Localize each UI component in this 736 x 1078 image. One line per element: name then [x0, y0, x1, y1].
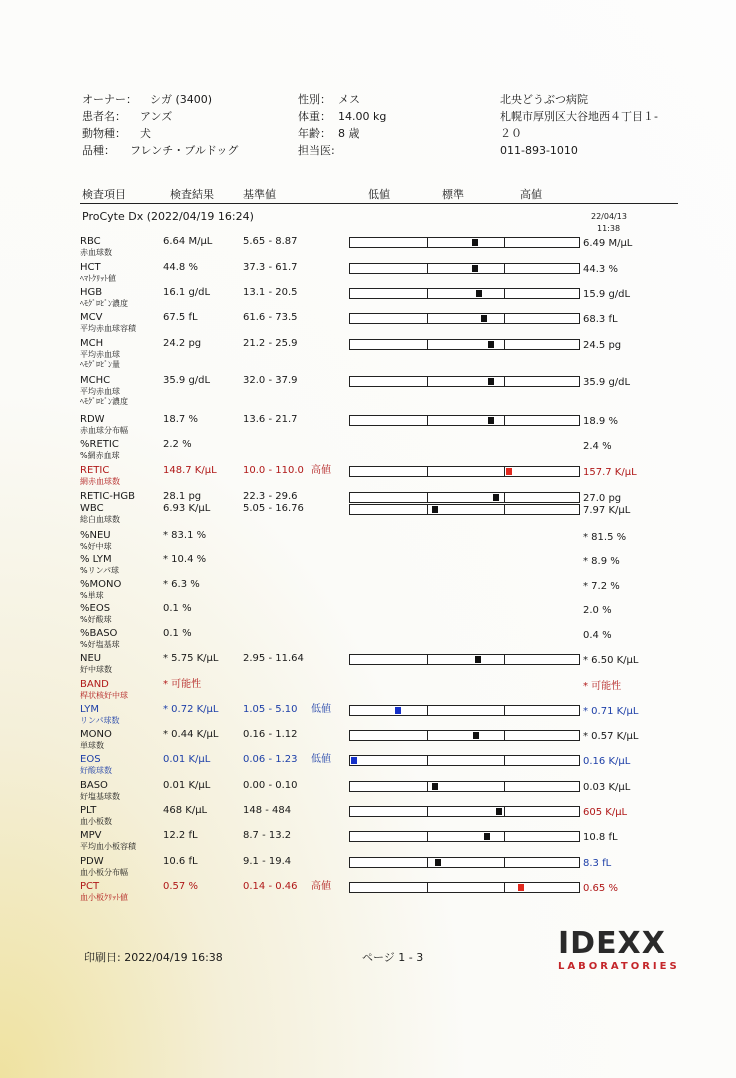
- range-divider: [427, 492, 428, 503]
- reference-range: 0.00 - 0.10: [243, 780, 298, 791]
- test-result: 67.5 fL: [163, 312, 198, 323]
- previous-result: 157.7 K/µL: [583, 467, 637, 478]
- reference-range: 0.14 - 0.46: [243, 881, 298, 892]
- test-code: WBC: [80, 503, 104, 514]
- test-result: 28.1 pg: [163, 491, 202, 502]
- abnormal-flag: 低値: [311, 754, 331, 765]
- range-divider: [427, 263, 428, 274]
- breed-value: フレンチ・ブルドッグ: [130, 144, 239, 157]
- test-result: 44.8 %: [163, 262, 198, 273]
- test-result: * 83.1 %: [163, 530, 207, 541]
- test-name-jp: 好酸球数: [80, 766, 112, 775]
- test-code: MCH: [80, 338, 104, 349]
- reference-range: 32.0 - 37.9: [243, 375, 298, 386]
- test-code: MPV: [80, 830, 102, 841]
- test-code: HCT: [80, 262, 101, 273]
- test-name-jp: 平均赤血球容積: [80, 324, 136, 333]
- test-name-jp: 好中球数: [80, 665, 112, 674]
- range-divider: [427, 415, 428, 426]
- range-divider: [427, 237, 428, 248]
- range-divider: [427, 654, 428, 665]
- range-bar: [349, 781, 580, 792]
- range-divider: [504, 755, 505, 766]
- owner-value: シガ (3400): [150, 93, 213, 106]
- range-bar: [349, 492, 580, 503]
- result-marker: [472, 265, 478, 272]
- range-divider: [427, 857, 428, 868]
- column-result: 検査結果: [170, 188, 214, 201]
- result-marker: [488, 417, 494, 424]
- print-date: 印刷日: 2022/04/19 16:38: [84, 951, 223, 964]
- page-number: ページ 1 - 3: [362, 951, 424, 964]
- range-bar: [349, 313, 580, 324]
- reference-range: 21.2 - 25.9: [243, 338, 298, 349]
- range-divider: [427, 313, 428, 324]
- result-marker: [476, 290, 482, 297]
- test-code: RBC: [80, 236, 101, 247]
- test-name-jp: %好塩基球: [80, 640, 120, 649]
- clinic-phone: 011-893-1010: [500, 144, 578, 157]
- test-name-jp: 単球数: [80, 741, 104, 750]
- sex-value: メス: [338, 93, 360, 106]
- range-divider: [504, 831, 505, 842]
- reference-range: 8.7 - 13.2: [243, 830, 292, 841]
- test-code: BAND: [80, 679, 109, 690]
- range-divider: [504, 492, 505, 503]
- previous-result: 10.8 fL: [583, 832, 618, 843]
- patient-value: アンズ: [140, 110, 173, 123]
- test-code: LYM: [80, 704, 99, 715]
- range-bar: [349, 806, 580, 817]
- reference-range: 5.65 - 8.87: [243, 236, 298, 247]
- test-name-jp: ﾍﾓｸﾞﾛﾋﾞﾝ濃度: [80, 299, 128, 308]
- range-divider: [427, 339, 428, 350]
- test-code: MCHC: [80, 375, 111, 386]
- reference-range: 148 - 484: [243, 805, 292, 816]
- patient-label: 患者名：: [82, 110, 126, 123]
- clinic-address-line1: 札幌市厚別区大谷地西４丁目１-: [500, 110, 658, 123]
- test-result: 12.2 fL: [163, 830, 198, 841]
- range-divider: [504, 263, 505, 274]
- previous-result: * 可能性: [583, 681, 622, 692]
- test-name-jp: 好塩基球数: [80, 792, 120, 801]
- test-code: PLT: [80, 805, 97, 816]
- test-result: * 0.72 K/µL: [163, 704, 219, 715]
- test-code: %EOS: [80, 603, 111, 614]
- test-result: 2.2 %: [163, 439, 192, 450]
- result-marker: [432, 506, 438, 513]
- species-label: 動物種：: [82, 127, 126, 140]
- column-reference: 基準値: [243, 188, 276, 201]
- previous-result: 27.0 pg: [583, 493, 622, 504]
- range-divider: [427, 781, 428, 792]
- range-divider: [504, 781, 505, 792]
- previous-result: 6.49 M/µL: [583, 238, 633, 249]
- species-value: 犬: [140, 127, 151, 140]
- age-label: 年齢：: [298, 127, 331, 140]
- test-name-jp: 血小板数: [80, 817, 112, 826]
- result-marker: [488, 378, 494, 385]
- result-marker: [473, 732, 479, 739]
- weight-label: 体重：: [298, 110, 331, 123]
- abnormal-flag: 高値: [311, 881, 331, 892]
- range-bar: [349, 755, 580, 766]
- logo-word: IDEXX: [558, 926, 666, 961]
- test-name-jp: リンパ球数: [80, 716, 120, 725]
- result-marker: [493, 494, 499, 501]
- clinic-address-line2: ２０: [500, 127, 522, 140]
- test-code: RDW: [80, 414, 105, 425]
- range-bar: [349, 857, 580, 868]
- range-divider: [504, 288, 505, 299]
- result-marker: [481, 315, 487, 322]
- previous-result: 0.4 %: [583, 630, 612, 641]
- test-name-jp: 平均赤血球 ﾍﾓｸﾞﾛﾋﾞﾝ量: [80, 350, 120, 369]
- previous-result: 0.03 K/µL: [583, 782, 631, 793]
- test-name-jp: 血小板ｸﾘｯﾄ値: [80, 893, 128, 902]
- previous-result: 15.9 g/dL: [583, 289, 631, 300]
- sex-label: 性別：: [298, 93, 331, 106]
- reference-range: 13.6 - 21.7: [243, 414, 298, 425]
- previous-time: 11:38: [597, 224, 621, 233]
- range-divider: [504, 376, 505, 387]
- column-normal: 標準: [442, 188, 464, 201]
- test-name-jp: 平均血小板容積: [80, 842, 136, 851]
- result-marker: [432, 783, 438, 790]
- test-result: * 5.75 K/µL: [163, 653, 219, 664]
- reference-range: 5.05 - 16.76: [243, 503, 304, 514]
- range-divider: [504, 654, 505, 665]
- range-bar: [349, 237, 580, 248]
- range-divider: [427, 705, 428, 716]
- range-divider: [504, 313, 505, 324]
- test-name-jp: 赤血球分布幅: [80, 426, 128, 435]
- range-divider: [427, 806, 428, 817]
- test-result: 6.93 K/µL: [163, 503, 211, 514]
- weight-value: 14.00 kg: [338, 110, 387, 123]
- test-code: %NEU: [80, 530, 111, 541]
- test-code: MONO: [80, 729, 112, 740]
- previous-result: 8.3 fL: [583, 858, 612, 869]
- range-bar: [349, 466, 580, 477]
- range-bar: [349, 415, 580, 426]
- clinic-name: 北央どうぶつ病院: [500, 93, 588, 106]
- range-divider: [427, 288, 428, 299]
- range-divider: [504, 504, 505, 515]
- test-name-jp: ﾍﾏﾄｸﾘｯﾄ値: [80, 274, 116, 283]
- test-code: %BASO: [80, 628, 118, 639]
- test-result: 0.01 K/µL: [163, 754, 211, 765]
- test-result: 468 K/µL: [163, 805, 208, 816]
- range-divider: [427, 831, 428, 842]
- previous-result: 68.3 fL: [583, 314, 618, 325]
- range-divider: [427, 755, 428, 766]
- range-divider: [427, 504, 428, 515]
- reference-range: 1.05 - 5.10: [243, 704, 298, 715]
- test-code: PCT: [80, 881, 100, 892]
- result-marker: [506, 468, 512, 475]
- previous-result: 44.3 %: [583, 264, 618, 275]
- column-item: 検査項目: [82, 188, 126, 201]
- previous-result: 35.9 g/dL: [583, 377, 631, 388]
- owner-label: オーナー：: [82, 93, 137, 106]
- test-code: RETIC-HGB: [80, 491, 136, 502]
- test-result: 148.7 K/µL: [163, 465, 217, 476]
- range-divider: [504, 705, 505, 716]
- previous-result: 7.97 K/µL: [583, 505, 631, 516]
- test-result: 18.7 %: [163, 414, 198, 425]
- result-marker: [496, 808, 502, 815]
- result-marker: [484, 833, 490, 840]
- result-marker: [395, 707, 401, 714]
- abnormal-flag: 高値: [311, 465, 331, 476]
- result-marker: [475, 656, 481, 663]
- previous-date: 22/04/13: [591, 212, 627, 221]
- range-bar: [349, 263, 580, 274]
- range-divider: [427, 730, 428, 741]
- range-bar: [349, 339, 580, 350]
- result-marker: [351, 757, 357, 764]
- range-bar: [349, 376, 580, 387]
- range-bar: [349, 504, 580, 515]
- reference-range: 37.3 - 61.7: [243, 262, 298, 273]
- logo-subtitle: LABORATORIES: [558, 961, 680, 972]
- test-result: 24.2 pg: [163, 338, 202, 349]
- range-divider: [504, 466, 505, 477]
- range-divider: [427, 466, 428, 477]
- reference-range: 2.95 - 11.64: [243, 653, 304, 664]
- reference-range: 9.1 - 19.4: [243, 856, 292, 867]
- reference-range: 10.0 - 110.0: [243, 465, 304, 476]
- previous-result: 0.16 K/µL: [583, 756, 631, 767]
- test-code: % LYM: [80, 554, 112, 565]
- test-code: NEU: [80, 653, 102, 664]
- test-result: 16.1 g/dL: [163, 287, 211, 298]
- test-result: * 0.44 K/µL: [163, 729, 219, 740]
- range-divider: [504, 415, 505, 426]
- range-divider: [504, 237, 505, 248]
- range-bar: [349, 882, 580, 893]
- previous-result: 2.4 %: [583, 441, 612, 452]
- test-result: 0.01 K/µL: [163, 780, 211, 791]
- reference-range: 22.3 - 29.6: [243, 491, 298, 502]
- result-marker: [488, 341, 494, 348]
- test-name-jp: 平均赤血球 ﾍﾓｸﾞﾛﾋﾞﾝ濃度: [80, 387, 128, 406]
- test-result: 0.57 %: [163, 881, 198, 892]
- test-code: %RETIC: [80, 439, 119, 450]
- column-high: 高値: [520, 188, 542, 201]
- test-result: 0.1 %: [163, 628, 192, 639]
- test-code: BASO: [80, 780, 108, 791]
- previous-result: * 8.9 %: [583, 556, 620, 567]
- range-divider: [504, 857, 505, 868]
- column-low: 低値: [368, 188, 390, 201]
- run-title: ProCyte Dx (2022/04/19 16:24): [82, 210, 254, 223]
- test-name-jp: %リンパ球: [80, 566, 120, 575]
- test-result: 0.1 %: [163, 603, 192, 614]
- result-marker: [435, 859, 441, 866]
- range-divider: [504, 882, 505, 893]
- test-name-jp: 網赤血球数: [80, 477, 120, 486]
- result-marker: [472, 239, 478, 246]
- range-divider: [504, 806, 505, 817]
- range-bar: [349, 705, 580, 716]
- result-marker: [518, 884, 524, 891]
- reference-range: 61.6 - 73.5: [243, 312, 298, 323]
- test-code: %MONO: [80, 579, 122, 590]
- reference-range: 0.06 - 1.23: [243, 754, 298, 765]
- test-code: HGB: [80, 287, 103, 298]
- previous-result: 0.65 %: [583, 883, 618, 894]
- range-divider: [427, 376, 428, 387]
- previous-result: 24.5 pg: [583, 340, 622, 351]
- reference-range: 0.16 - 1.12: [243, 729, 298, 740]
- previous-result: * 0.57 K/µL: [583, 731, 639, 742]
- test-code: PDW: [80, 856, 104, 867]
- test-result: * 10.4 %: [163, 554, 207, 565]
- doctor-label: 担当医:: [298, 144, 335, 157]
- range-divider: [504, 730, 505, 741]
- range-bar: [349, 730, 580, 741]
- idexx-logo: [558, 926, 680, 972]
- test-code: RETIC: [80, 465, 110, 476]
- test-name-jp: 桿状核好中球: [80, 691, 128, 700]
- age-value: 8 歳: [338, 127, 360, 140]
- header-divider: [80, 203, 678, 204]
- test-result: 35.9 g/dL: [163, 375, 211, 386]
- breed-label: 品種：: [82, 144, 115, 157]
- previous-result: 605 K/µL: [583, 807, 628, 818]
- test-code: EOS: [80, 754, 101, 765]
- test-code: MCV: [80, 312, 103, 323]
- range-bar: [349, 288, 580, 299]
- abnormal-flag: 低値: [311, 704, 331, 715]
- previous-result: * 0.71 K/µL: [583, 706, 639, 717]
- reference-range: 13.1 - 20.5: [243, 287, 298, 298]
- test-name-jp: 血小板分布幅: [80, 868, 128, 877]
- test-result: 10.6 fL: [163, 856, 198, 867]
- test-name-jp: 赤血球数: [80, 248, 112, 257]
- test-result: 6.64 M/µL: [163, 236, 213, 247]
- previous-result: * 81.5 %: [583, 532, 627, 543]
- test-name-jp: %単球: [80, 591, 104, 600]
- test-result: * 可能性: [163, 679, 202, 690]
- range-divider: [504, 339, 505, 350]
- test-result: * 6.3 %: [163, 579, 200, 590]
- test-name-jp: %好酸球: [80, 615, 112, 624]
- previous-result: 2.0 %: [583, 605, 612, 616]
- previous-result: * 7.2 %: [583, 581, 620, 592]
- previous-result: * 6.50 K/µL: [583, 655, 639, 666]
- range-bar: [349, 654, 580, 665]
- test-name-jp: %好中球: [80, 542, 112, 551]
- test-name-jp: %網赤血球: [80, 451, 120, 460]
- range-divider: [427, 882, 428, 893]
- test-name-jp: 総白血球数: [80, 515, 120, 524]
- previous-result: 18.9 %: [583, 416, 618, 427]
- range-bar: [349, 831, 580, 842]
